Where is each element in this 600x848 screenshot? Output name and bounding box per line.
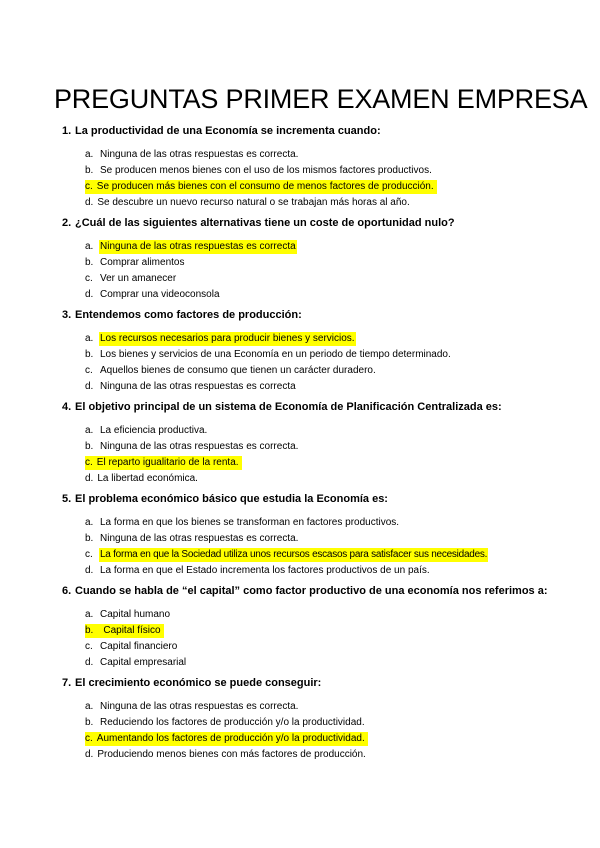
option-letter: c. xyxy=(85,549,93,560)
option-letter: c. xyxy=(85,641,93,652)
option-letter: b. xyxy=(85,257,94,268)
option-d xyxy=(62,748,582,764)
question-number: 1. xyxy=(62,125,72,137)
option-text: Ninguna de las otras respuestas es correcta xyxy=(100,381,296,392)
option-a xyxy=(62,608,582,624)
option-b xyxy=(62,624,582,640)
option-b xyxy=(62,532,582,548)
question-prompt: Cuando se habla de “el capital” como factor productivo de una economía nos referimos a: xyxy=(75,585,548,597)
option-text: La forma en que la Sociedad utiliza unos recursos escasos para satisfacer sus necesidades. xyxy=(100,549,488,560)
answer-highlight xyxy=(85,456,242,470)
question-6 xyxy=(62,584,582,672)
option-a xyxy=(62,516,582,532)
options-list xyxy=(62,700,582,764)
option-b xyxy=(62,164,582,180)
option-d xyxy=(62,196,582,212)
question-number: 7. xyxy=(62,677,72,689)
question-prompt: El crecimiento económico se puede conseguir: xyxy=(75,677,322,689)
option-c xyxy=(62,640,582,656)
option-d xyxy=(62,656,582,672)
option-letter: a. xyxy=(85,149,94,160)
option-text: Produciendo menos bienes con más factores de producción. xyxy=(97,749,366,760)
question-number: 6. xyxy=(62,585,72,597)
option-letter: d. xyxy=(85,381,94,392)
question-text xyxy=(62,308,582,322)
option-text: Comprar alimentos xyxy=(100,257,185,268)
option-text: Capital empresarial xyxy=(100,657,187,668)
option-letter: b. xyxy=(85,533,94,544)
option-text: Ninguna de las otras respuestas es correcta. xyxy=(100,533,299,544)
option-text: Aumentando los factores de producción y/o la productividad. xyxy=(96,733,365,744)
option-text: Los recursos necesarios para producir bienes y servicios. xyxy=(100,333,355,344)
question-number: 2. xyxy=(62,217,72,229)
option-letter: d. xyxy=(85,565,94,576)
question-text xyxy=(62,400,582,414)
option-text: Ver un amanecer xyxy=(100,273,177,284)
option-letter: d. xyxy=(85,197,94,208)
option-letter: a. xyxy=(85,241,94,252)
option-text: Se descubre un nuevo recurso natural o se trabajan más horas al año. xyxy=(97,197,410,208)
option-letter: d. xyxy=(85,289,94,300)
option-letter: c. xyxy=(85,733,93,744)
option-b xyxy=(62,256,582,272)
answer-highlight xyxy=(85,624,164,638)
option-text: Ninguna de las otras respuestas es correcta. xyxy=(100,701,299,712)
option-text: Ninguna de las otras respuestas es correcta xyxy=(100,241,296,252)
option-letter: d. xyxy=(85,749,94,760)
option-text: La forma en que los bienes se transforman en factores productivos. xyxy=(100,517,400,528)
answer-highlight xyxy=(85,732,368,746)
option-letter: c. xyxy=(85,273,93,284)
question-prompt: El problema económico básico que estudia la Economía es: xyxy=(75,493,388,505)
option-text: El reparto igualitario de la renta. xyxy=(96,457,239,468)
options-list xyxy=(62,332,582,396)
option-letter: a. xyxy=(85,517,94,528)
question-number: 5. xyxy=(62,493,72,505)
question-prompt: ¿Cuál de las siguientes alternativas tiene un coste de oportunidad nulo? xyxy=(75,217,455,229)
option-letter: a. xyxy=(85,609,94,620)
option-letter: c. xyxy=(85,457,93,468)
question-2 xyxy=(62,216,582,304)
question-3 xyxy=(62,308,582,396)
option-letter: b. xyxy=(85,349,94,360)
question-7 xyxy=(62,676,582,764)
option-a xyxy=(62,240,582,256)
option-a xyxy=(62,148,582,164)
option-text: Se producen más bienes con el consumo de menos factores de producción. xyxy=(96,181,434,192)
option-a xyxy=(62,700,582,716)
option-letter: a. xyxy=(85,333,94,344)
option-letter: d. xyxy=(85,657,94,668)
option-letter: b. xyxy=(85,625,94,636)
option-text: Comprar una videoconsola xyxy=(100,289,220,300)
option-text: Ninguna de las otras respuestas es correcta. xyxy=(100,441,299,452)
option-d xyxy=(62,564,582,580)
option-letter: a. xyxy=(85,701,94,712)
options-list xyxy=(62,608,582,672)
option-text: Capital físico xyxy=(103,625,161,636)
question-1 xyxy=(62,124,582,212)
option-text: Los bienes y servicios de una Economía en un periodo de tiempo determinado. xyxy=(100,349,451,360)
question-text xyxy=(62,492,582,506)
question-number: 4. xyxy=(62,401,72,413)
option-d xyxy=(62,472,582,488)
question-number: 3. xyxy=(62,309,72,321)
option-letter: c. xyxy=(85,365,93,376)
option-text: Capital humano xyxy=(100,609,171,620)
option-c xyxy=(62,732,582,748)
page-title: PREGUNTAS PRIMER EXAMEN EMPRESA xyxy=(54,84,588,114)
question-prompt: El objetivo principal de un sistema de Economía de Planificación Centralizada es: xyxy=(75,401,502,413)
question-4 xyxy=(62,400,582,488)
option-d xyxy=(62,288,582,304)
option-text: Ninguna de las otras respuestas es correcta. xyxy=(100,149,299,160)
option-text: Se producen menos bienes con el uso de los mismos factores productivos. xyxy=(100,165,432,176)
option-c xyxy=(62,456,582,472)
option-text: La eficiencia productiva. xyxy=(100,425,208,436)
option-b xyxy=(62,348,582,364)
option-letter: b. xyxy=(85,441,94,452)
question-prompt: Entendemos como factores de producción: xyxy=(75,309,302,321)
option-text: La libertad económica. xyxy=(97,473,198,484)
question-text xyxy=(62,124,582,138)
option-text: Capital financiero xyxy=(100,641,178,652)
question-prompt: La productividad de una Economía se incrementa cuando: xyxy=(75,125,381,137)
options-list xyxy=(62,424,582,488)
option-c xyxy=(62,548,582,564)
option-letter: b. xyxy=(85,717,94,728)
options-list xyxy=(62,240,582,304)
options-list xyxy=(62,148,582,212)
question-5 xyxy=(62,492,582,580)
option-letter: d. xyxy=(85,473,94,484)
option-c xyxy=(62,272,582,288)
option-text: Aquellos bienes de consumo que tienen un carácter duradero. xyxy=(100,365,376,376)
option-a xyxy=(62,424,582,440)
option-c xyxy=(62,180,582,196)
option-a xyxy=(62,332,582,348)
answer-highlight xyxy=(85,180,437,194)
question-text xyxy=(62,216,582,230)
options-list xyxy=(62,516,582,580)
option-letter: b. xyxy=(85,165,94,176)
option-c xyxy=(62,364,582,380)
question-text xyxy=(62,584,582,598)
option-b xyxy=(62,716,582,732)
question-text xyxy=(62,676,582,690)
option-letter: a. xyxy=(85,425,94,436)
option-b xyxy=(62,440,582,456)
option-text: Reduciendo los factores de producción y/o la productividad. xyxy=(100,717,365,728)
option-letter: c. xyxy=(85,181,93,192)
option-text: La forma en que el Estado incrementa los factores productivos de un país. xyxy=(100,565,430,576)
option-d xyxy=(62,380,582,396)
